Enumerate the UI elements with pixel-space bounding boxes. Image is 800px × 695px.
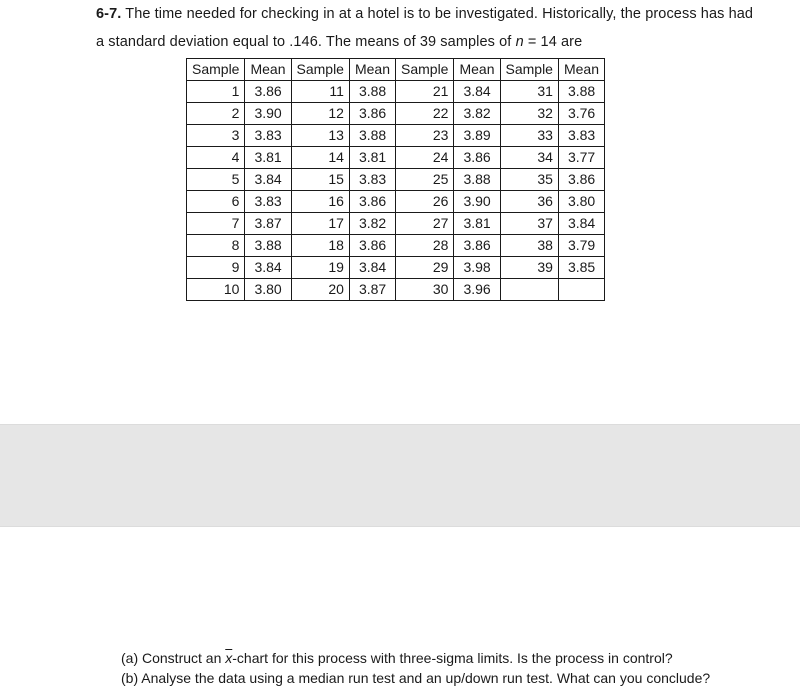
mean-value-cell: 3.88	[245, 235, 291, 257]
sample-number-cell	[500, 279, 558, 301]
table-header-row	[187, 59, 605, 81]
mean-value-cell: 3.86	[558, 169, 604, 191]
sample-number-cell: 21	[396, 81, 454, 103]
mean-value-cell: 3.86	[349, 191, 395, 213]
table-row	[187, 169, 605, 191]
mean-value-cell: 3.81	[454, 213, 500, 235]
header-sample: Sample	[396, 59, 454, 81]
mean-value-cell: 3.77	[558, 147, 604, 169]
mean-value-cell: 3.84	[245, 257, 291, 279]
mean-value-cell: 3.84	[349, 257, 395, 279]
mean-value-cell: 3.81	[349, 147, 395, 169]
sample-number-cell: 25	[396, 169, 454, 191]
mean-value-cell: 3.83	[558, 125, 604, 147]
sample-number-cell: 1	[187, 81, 245, 103]
sample-number-cell: 34	[500, 147, 558, 169]
mean-value-cell: 3.83	[349, 169, 395, 191]
header-mean: Mean	[245, 59, 291, 81]
mean-value-cell: 3.87	[349, 279, 395, 301]
table-row	[187, 235, 605, 257]
question-a-post: -chart for this process with three-sigma limits. Is the process in control?	[232, 650, 673, 666]
sample-number-cell: 20	[291, 279, 349, 301]
question-b: (b) Analyse the data using a median run test and an up/down run test. What can you conclude?	[121, 670, 711, 686]
sample-number-cell: 36	[500, 191, 558, 213]
header-mean: Mean	[349, 59, 395, 81]
sample-number-cell: 22	[396, 103, 454, 125]
mean-value-cell: 3.86	[245, 81, 291, 103]
mean-value-cell: 3.85	[558, 257, 604, 279]
header-sample: Sample	[187, 59, 245, 81]
mean-value-cell: 3.84	[558, 213, 604, 235]
table-row	[187, 103, 605, 125]
mean-value-cell: 3.88	[454, 169, 500, 191]
sample-number-cell: 23	[396, 125, 454, 147]
sample-number-cell: 4	[187, 147, 245, 169]
mean-value-cell	[558, 279, 604, 301]
sample-number-cell: 33	[500, 125, 558, 147]
header-sample: Sample	[291, 59, 349, 81]
sample-number-cell: 28	[396, 235, 454, 257]
sample-number-cell: 14	[291, 147, 349, 169]
sample-number-cell: 26	[396, 191, 454, 213]
mean-value-cell: 3.90	[454, 191, 500, 213]
mean-value-cell: 3.88	[349, 125, 395, 147]
problem-line-1	[96, 0, 786, 28]
mean-value-cell: 3.83	[245, 125, 291, 147]
sample-number-cell: 24	[396, 147, 454, 169]
table-row	[187, 191, 605, 213]
mean-value-cell: 3.89	[454, 125, 500, 147]
sample-number-cell: 16	[291, 191, 349, 213]
header-mean: Mean	[558, 59, 604, 81]
mean-value-cell: 3.90	[245, 103, 291, 125]
mean-value-cell: 3.84	[245, 169, 291, 191]
mean-value-cell: 3.82	[454, 103, 500, 125]
mean-value-cell: 3.86	[349, 235, 395, 257]
problem-line-2	[96, 28, 786, 56]
problem-variable-n: n	[515, 34, 524, 50]
table-row	[187, 147, 605, 169]
mean-value-cell: 3.88	[349, 81, 395, 103]
table-row	[187, 257, 605, 279]
problem-line-2-post: = 14 are	[523, 34, 583, 50]
mean-value-cell: 3.98	[454, 257, 500, 279]
sample-number-cell: 3	[187, 125, 245, 147]
sample-number-cell: 2	[187, 103, 245, 125]
sample-means-table	[186, 58, 605, 301]
questions	[121, 648, 791, 688]
sample-number-cell: 8	[187, 235, 245, 257]
sample-number-cell: 15	[291, 169, 349, 191]
sample-number-cell: 17	[291, 213, 349, 235]
sample-number-cell: 30	[396, 279, 454, 301]
header-sample: Sample	[500, 59, 558, 81]
sample-number-cell: 13	[291, 125, 349, 147]
question-a-pre: (a) Construct an	[121, 650, 226, 666]
sample-number-cell: 31	[500, 81, 558, 103]
sample-number-cell: 32	[500, 103, 558, 125]
mean-value-cell: 3.84	[454, 81, 500, 103]
mean-value-cell: 3.86	[454, 147, 500, 169]
sample-number-cell: 19	[291, 257, 349, 279]
sample-number-cell: 6	[187, 191, 245, 213]
gray-separator-band	[0, 424, 800, 527]
problem-line-1-text: The time needed for checking in at a hotel is to be investigated. Historically, the process has had	[125, 6, 754, 22]
sample-number-cell: 35	[500, 169, 558, 191]
mean-value-cell: 3.96	[454, 279, 500, 301]
x-bar-symbol: $\overline{x}$	[225, 650, 233, 666]
sample-number-cell: 37	[500, 213, 558, 235]
table-row	[187, 279, 605, 301]
sample-number-cell: 39	[500, 257, 558, 279]
problem-statement	[96, 0, 786, 56]
sample-number-cell: 10	[187, 279, 245, 301]
sample-number-cell: 18	[291, 235, 349, 257]
sample-number-cell: 5	[187, 169, 245, 191]
mean-value-cell: 3.76	[558, 103, 604, 125]
mean-value-cell: 3.82	[349, 213, 395, 235]
sample-number-cell: 7	[187, 213, 245, 235]
mean-value-cell: 3.83	[245, 191, 291, 213]
mean-value-cell: 3.88	[558, 81, 604, 103]
sample-number-cell: 27	[396, 213, 454, 235]
mean-value-cell: 3.79	[558, 235, 604, 257]
mean-value-cell: 3.87	[245, 213, 291, 235]
sample-number-cell: 38	[500, 235, 558, 257]
mean-value-cell: 3.80	[245, 279, 291, 301]
header-mean: Mean	[454, 59, 500, 81]
mean-value-cell: 3.81	[245, 147, 291, 169]
table-row	[187, 213, 605, 235]
question-a	[121, 648, 791, 668]
problem-line-2-pre: a standard deviation equal to .146. The means of 39 samples of	[96, 34, 516, 50]
table-row	[187, 125, 605, 147]
table-row	[187, 81, 605, 103]
sample-number-cell: 12	[291, 103, 349, 125]
mean-value-cell: 3.86	[454, 235, 500, 257]
sample-number-cell: 11	[291, 81, 349, 103]
mean-value-cell: 3.86	[349, 103, 395, 125]
problem-number: 6-7.	[96, 6, 122, 22]
mean-value-cell: 3.80	[558, 191, 604, 213]
sample-number-cell: 9	[187, 257, 245, 279]
sample-number-cell: 29	[396, 257, 454, 279]
